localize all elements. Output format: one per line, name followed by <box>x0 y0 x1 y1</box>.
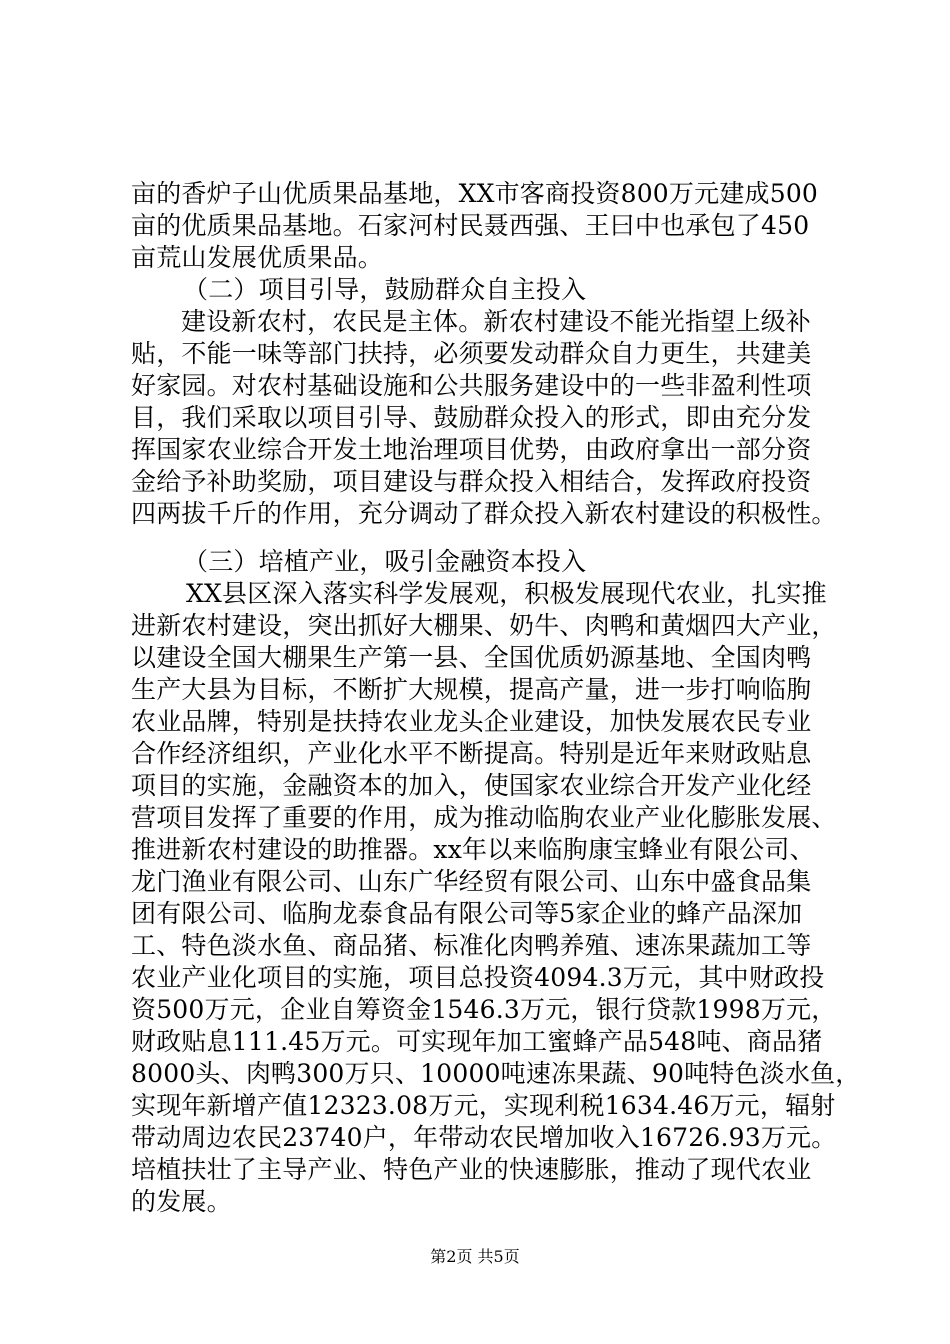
body-text-line: 资500万元，企业自筹资金1546.3万元，银行贷款1998万元， <box>131 995 837 1024</box>
body-text-line: 农业产业化项目的实施，项目总投资4094.3万元，其中财政投 <box>131 963 825 992</box>
body-text-line: 亩荒山发展优质果品。 <box>131 243 384 272</box>
body-text-line: 生产大县为目标，不断扩大规模，提高产量，进一步打响临朐 <box>131 675 812 704</box>
body-text-line: 好家园。对农村基础设施和公共服务建设中的一些非盈利性项 <box>131 371 812 400</box>
page-number-footer: 第2页 共5页 <box>430 1247 520 1266</box>
body-text-line: 的发展。 <box>131 1187 232 1216</box>
body-text-line: 团有限公司、临朐龙泰食品有限公司等5家企业的蜂产品深加 <box>131 899 803 928</box>
body-text-line: 项目的实施，金融资本的加入，使国家农业综合开发产业化经 <box>131 771 812 800</box>
body-text-line: 带动周边农民23740户，年带动农民增加收入16726.93万元。 <box>131 1123 837 1152</box>
body-text-line: 建设新农村，农民是主体。新农村建设不能光指望上级补 <box>181 307 812 336</box>
body-text-line: 金给予补助奖励，项目建设与群众投入相结合，发挥政府投资 <box>131 467 812 496</box>
body-text-line: 亩的香炉子山优质果品基地，XX市客商投资800万元建成500 <box>131 179 819 208</box>
body-text-line: 四两拔千斤的作用，充分调动了群众投入新农村建设的积极性。 <box>131 499 837 528</box>
body-text-line: XX县区深入落实科学发展观，积极发展现代农业，扎实推 <box>186 579 827 608</box>
body-text-line: 实现年新增产值12323.08万元，实现利税1634.46万元，辐射 <box>131 1091 836 1120</box>
body-text-line: 贴，不能一味等部门扶持，必须要发动群众自力更生，共建美 <box>131 339 812 368</box>
body-text-line: 进新农村建设，突出抓好大棚果、奶牛、肉鸭和黄烟四大产业， <box>131 611 837 640</box>
section-heading: （三）培植产业，吸引金融资本投入 <box>183 547 587 576</box>
body-text-line: 农业品牌，特别是扶持农业龙头企业建设，加快发展农民专业 <box>131 707 812 736</box>
body-text-line: 8000头、肉鸭300万只、10000吨速冻果蔬、90吨特色淡水鱼， <box>131 1059 861 1088</box>
body-text-line: 推进新农村建设的助推器。xx年以来临朐康宝蜂业有限公司、 <box>131 835 815 864</box>
section-heading: （二）项目引导，鼓励群众自主投入 <box>183 275 587 304</box>
body-text-line: 工、特色淡水鱼、商品猪、标准化肉鸭养殖、速冻果蔬加工等 <box>131 931 812 960</box>
body-text-line: 财政贴息111.45万元。可实现年加工蜜蜂产品548吨、商品猪 <box>131 1027 823 1056</box>
body-text-line: 目，我们采取以项目引导、鼓励群众投入的形式，即由充分发 <box>131 403 812 432</box>
body-text-line: 营项目发挥了重要的作用，成为推动临朐农业产业化膨胀发展、 <box>131 803 837 832</box>
body-text-line: 龙门渔业有限公司、山东广华经贸有限公司、山东中盛食品集 <box>131 867 812 896</box>
body-text-line: 挥国家农业综合开发土地治理项目优势，由政府拿出一部分资 <box>131 435 812 464</box>
body-text-line: 亩的优质果品基地。石家河村民聂西强、王曰中也承包了450 <box>131 211 810 240</box>
body-text-line: 以建设全国大棚果生产第一县、全国优质奶源基地、全国肉鸭 <box>131 643 812 672</box>
body-text-line: 培植扶壮了主导产业、特色产业的快速膨胀，推动了现代农业 <box>131 1155 812 1184</box>
body-text-line: 合作经济组织，产业化水平不断提高。特别是近年来财政贴息 <box>131 739 812 768</box>
